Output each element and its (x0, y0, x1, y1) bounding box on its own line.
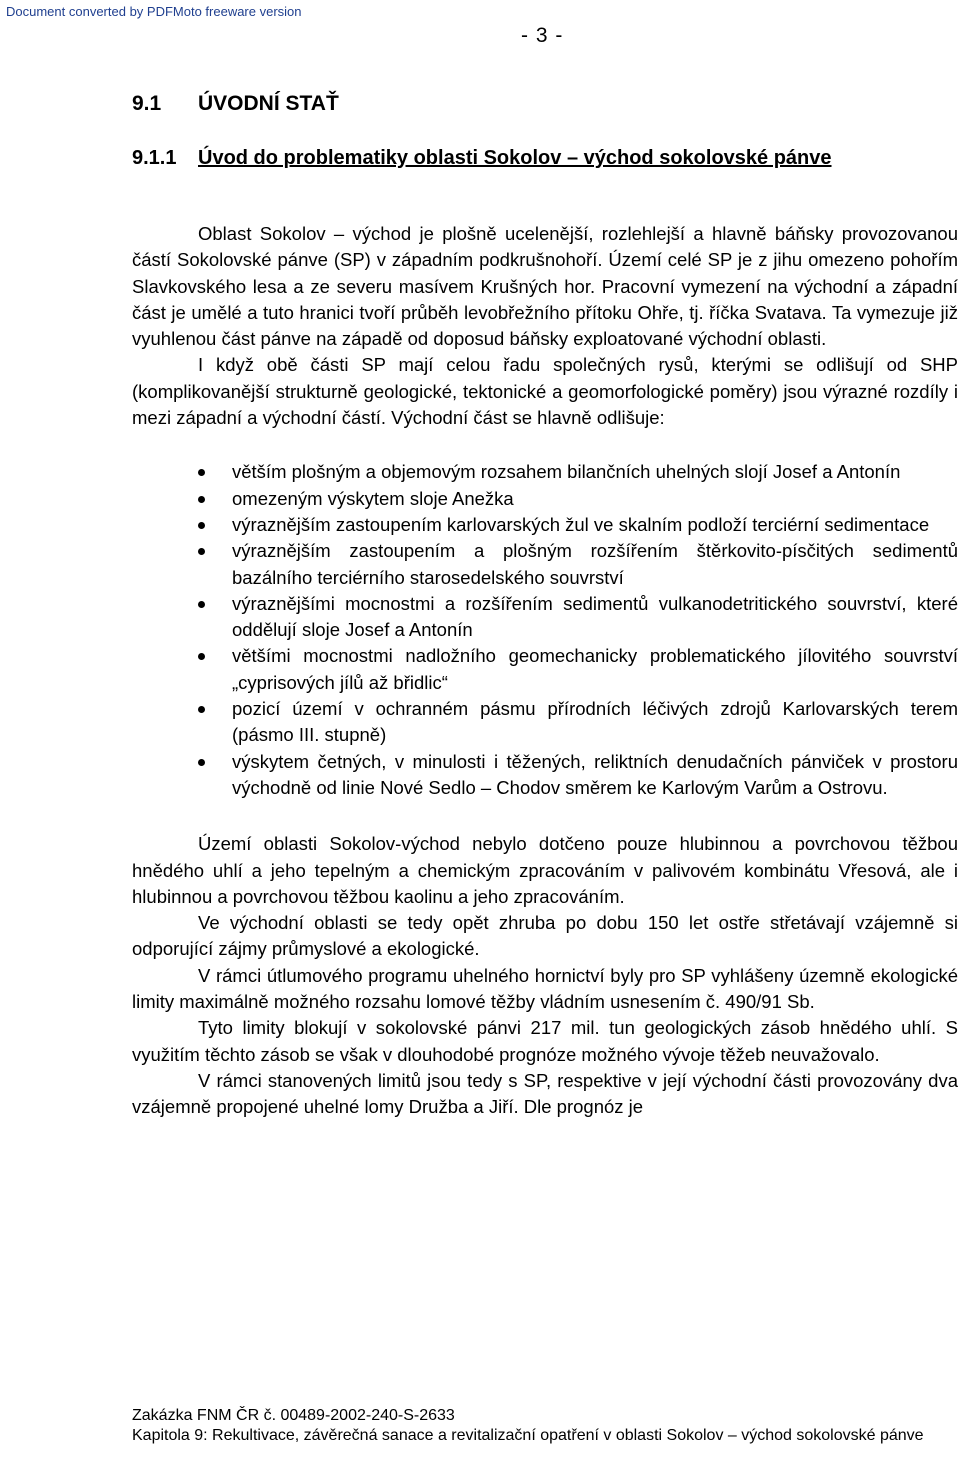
list-item: většími mocnostmi nadložního geomechanicky problematického jílovitého souvrství „cyprisových jílů až břidlic“ (132, 643, 958, 696)
footer-contract: Zakázka FNM ČR č. 00489-2002-240-S-2633 (132, 1407, 455, 1424)
document-body (132, 221, 958, 1121)
subsection-title: Úvod do problematiky oblasti Sokolov – východ sokolovské pánve (198, 147, 832, 169)
paragraph: V rámci stanovených limitů jsou tedy s SP, respektive v její východní části provozovány dva vzájemně propojené uhelné lomy Družba a Jiří. Dle prognóz je (132, 1069, 958, 1118)
section-title: ÚVODNÍ STAŤ (198, 92, 339, 115)
paragraph: Území oblasti Sokolov-východ nebylo dotčeno pouze hlubinnou a povrchovou těžbou hnědého uhlí a jeho tepelným a chemickým zpracováním v palivovém kombinátu Vřesová, ale i hlubinnou a povrchovou těžbou kaolinu a jeho zpracováním. (132, 833, 958, 907)
list-item: výskytem četných, v minulosti i těžených, reliktních denudačních pánviček v prostoru východně od linie Nové Sedlo – Chodov směrem ke Karlovým Varům a Ostrovu. (132, 749, 958, 802)
paragraph: Oblast Sokolov – východ je plošně ucelenější, rozlehlejší a hlavně báňsky provozovanou částí Sokolovské pánve (SP) v západním podkrušnohoří. Území celé SP je z jihu omezeno pohořím Slavkovského lesa a ze severu masívem Krušných hor. Pracovní vymezení na východní a západní část je umělé a tuto hranici tvoří průběh levobřežního přítoku Ohře, tj. říčka Svatava. Ta vymezuje již vyuhlenou část pánve na západě od doposud báňsky exploatované východní oblasti. (132, 223, 958, 350)
list-item: pozicí území v ochranném pásmu přírodních léčivých zdrojů Karlovarských terem (pásmo III. stupně) (132, 696, 958, 749)
subsection-number: 9.1.1 (132, 147, 177, 169)
list-item: omezeným výskytem sloje Anežka (132, 486, 958, 512)
list-item: výraznějším zastoupením a plošným rozšířením štěrkovito-písčitých sedimentů bazálního terciérního starosedelského souvrství (132, 538, 958, 591)
list-item: výraznějším zastoupením karlovarských žul ve skalním podloží terciérní sedimentace (132, 512, 958, 538)
paragraph: Tyto limity blokují v sokolovské pánvi 217 mil. tun geologických zásob hnědého uhlí. S využitím těchto zásob se však v dlouhodobé prognóze možného vývoje těžeb neuvažovalo. (132, 1017, 958, 1065)
paragraph: I když obě části SP mají celou řadu společných rysů, kterými se odlišují od SHP (komplikovanější strukturně geologické, tektonické a geomorfologické poměry) jsou výrazné rozdíly i mezi západní a východní částí. Východní část se hlavně odlišuje: (132, 354, 958, 429)
paragraph: V rámci útlumového programu uhelného hornictví byly pro SP vyhlášeny územně ekologické limity maximálně možného rozsahu lomové těžby vládním usnesením č. 490/91 Sb. (132, 964, 958, 1013)
paragraph: Ve východní oblasti se tedy opět zhruba po dobu 150 let ostře střetávají vzájemně si odporující zájmy průmyslové a ekologické. (132, 912, 958, 960)
list-item: větším plošným a objemovým rozsahem bilančních uhelných slojí Josef a Antonín (132, 459, 958, 485)
subsection-heading (132, 145, 852, 171)
list-item: výraznějšími mocnostmi a rozšířením sedimentů vulkanodetritického souvrství, které oddělují sloje Josef a Antonín (132, 591, 958, 644)
section-heading (132, 92, 339, 116)
page-footer (132, 1406, 932, 1446)
converter-banner: Document converted by PDFMoto freeware version (6, 4, 302, 19)
section-number: 9.1 (132, 92, 162, 115)
feature-list (132, 459, 958, 801)
footer-chapter: Kapitola 9: Rekultivace, závěrečná sanace a revitalizační opatření v oblasti Sokolov – východ sokolovské pánve (132, 1427, 924, 1444)
page-number: - 3 - (521, 24, 564, 47)
